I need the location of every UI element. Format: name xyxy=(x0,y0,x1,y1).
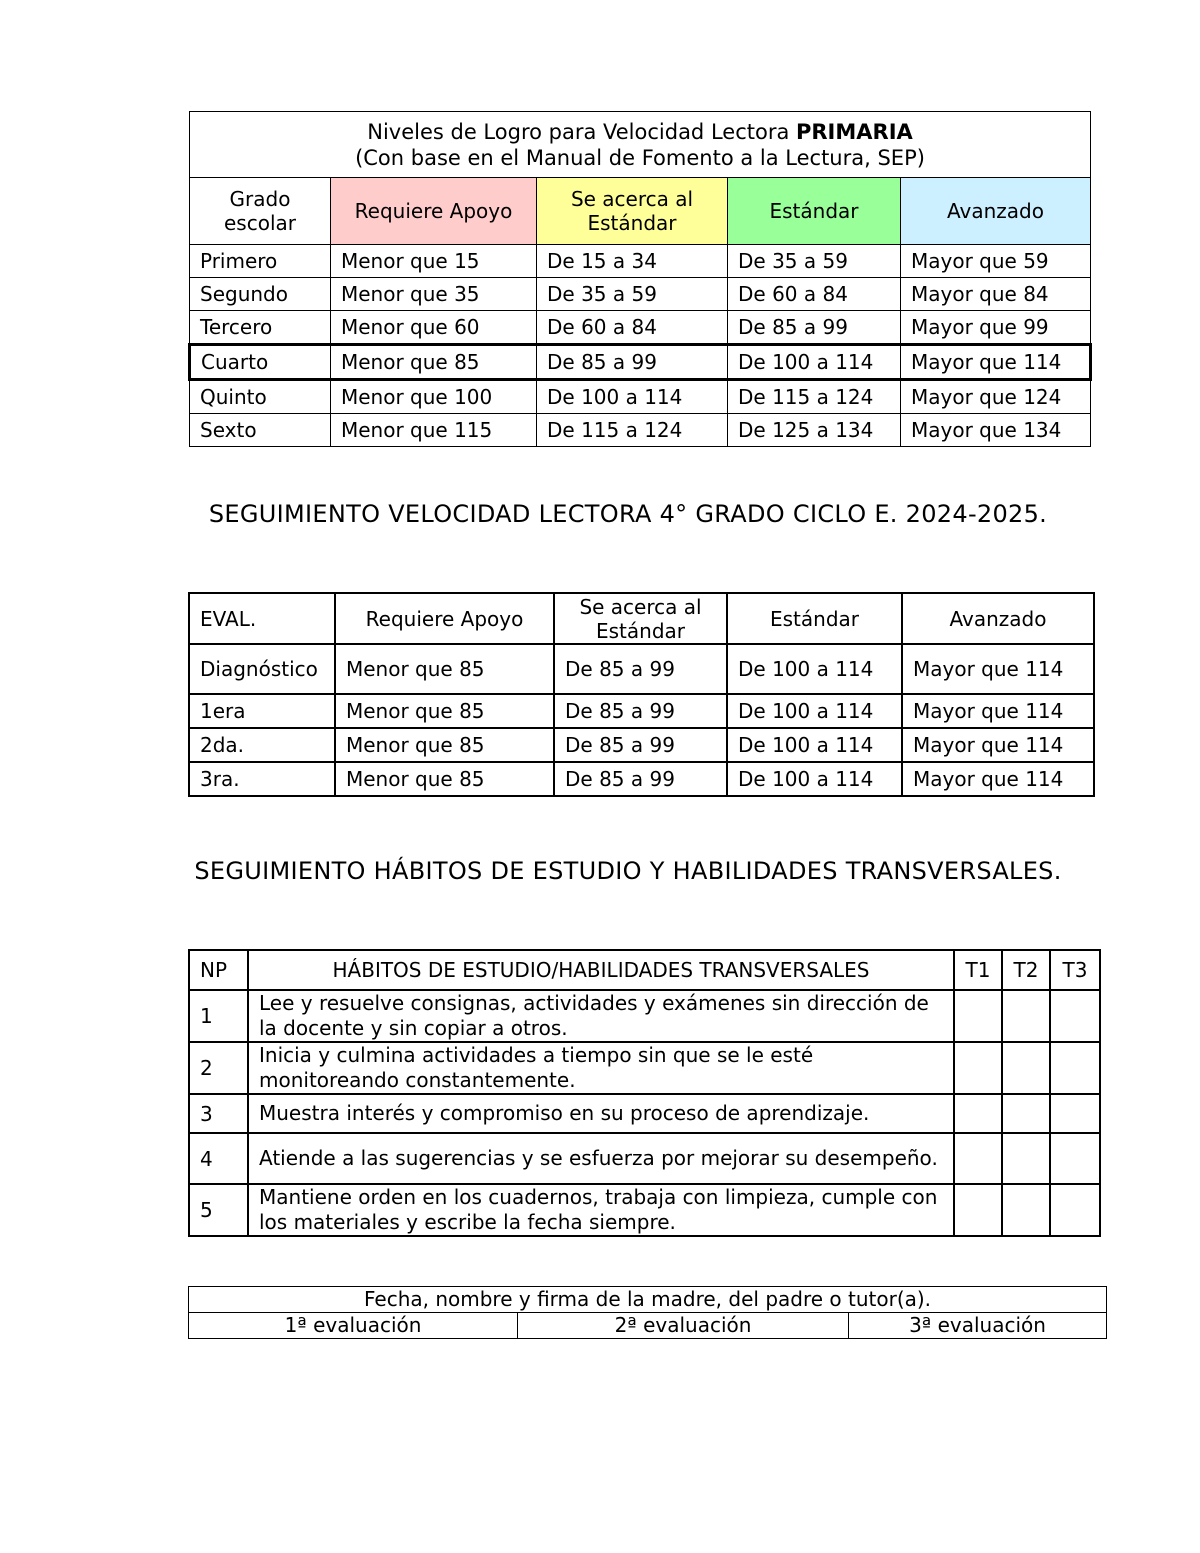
habits-header-cell: HÁBITOS DE ESTUDIO/HABILIDADES TRANSVERSALES xyxy=(248,950,954,990)
value-cell: Mayor que 99 xyxy=(901,311,1091,345)
levels-table-title xyxy=(190,112,1091,178)
tracking-table xyxy=(188,592,1095,797)
signature-eval-2: 2ª evaluación xyxy=(518,1313,849,1339)
tracking-header-cell: EVAL. xyxy=(189,593,335,644)
habits-heading: SEGUIMIENTO HÁBITOS DE ESTUDIO Y HABILIDADES TRANSVERSALES. xyxy=(194,857,1062,885)
value-cell: Mayor que 114 xyxy=(902,728,1094,762)
grade-cell: Quinto xyxy=(190,380,331,414)
np-cell: 3 xyxy=(189,1094,248,1133)
table-row xyxy=(190,311,1091,345)
value-cell: De 60 a 84 xyxy=(537,311,728,345)
habit-text: Mantiene orden en los cuadernos, trabaja con limpieza, cumple con los materiales y escribe la fecha siempre. xyxy=(248,1184,954,1236)
levels-header-cell: Estándar xyxy=(728,178,901,245)
table-row xyxy=(190,278,1091,311)
grade-cell: Cuarto xyxy=(190,345,331,380)
value-cell: De 100 a 114 xyxy=(727,694,902,728)
t2-cell[interactable] xyxy=(1002,1133,1050,1184)
value-cell: De 85 a 99 xyxy=(554,644,727,694)
value-cell: Menor que 35 xyxy=(331,278,537,311)
habits-header-row xyxy=(189,950,1100,990)
value-cell: Menor que 85 xyxy=(335,762,554,796)
habits-header-cell: T3 xyxy=(1050,950,1100,990)
value-cell: De 100 a 114 xyxy=(537,380,728,414)
value-cell: De 115 a 124 xyxy=(728,380,901,414)
table-row xyxy=(189,1042,1100,1094)
levels-title-bold: PRIMARIA xyxy=(796,119,913,144)
value-cell: De 60 a 84 xyxy=(728,278,901,311)
value-cell: De 35 a 59 xyxy=(728,245,901,278)
tracking-header-row xyxy=(189,593,1094,644)
tracking-header-cell: Se acerca al Estándar xyxy=(554,593,727,644)
value-cell: Mayor que 114 xyxy=(902,762,1094,796)
np-cell: 1 xyxy=(189,990,248,1042)
t1-cell[interactable] xyxy=(954,1042,1002,1094)
value-cell: De 100 a 114 xyxy=(727,728,902,762)
value-cell: De 85 a 99 xyxy=(728,311,901,345)
habit-text: Muestra interés y compromiso en su proceso de aprendizaje. xyxy=(248,1094,954,1133)
value-cell: De 115 a 124 xyxy=(537,414,728,447)
levels-header-cell: Avanzado xyxy=(901,178,1091,245)
levels-table xyxy=(188,111,1092,447)
eval-cell: 3ra. xyxy=(189,762,335,796)
value-cell: De 125 a 134 xyxy=(728,414,901,447)
signature-eval-1: 1ª evaluación xyxy=(189,1313,518,1339)
levels-header-row xyxy=(190,178,1091,245)
value-cell: De 35 a 59 xyxy=(537,278,728,311)
levels-header-cell: Grado escolar xyxy=(190,178,331,245)
levels-title-prefix: Niveles de Logro para Velocidad Lectora xyxy=(367,119,796,144)
habit-text: Atiende a las sugerencias y se esfuerza por mejorar su desempeño. xyxy=(248,1133,954,1184)
value-cell: Mayor que 124 xyxy=(901,380,1091,414)
signature-title: Fecha, nombre y firma de la madre, del padre o tutor(a). xyxy=(189,1287,1107,1313)
grade-cell: Sexto xyxy=(190,414,331,447)
value-cell: Mayor que 134 xyxy=(901,414,1091,447)
np-cell: 4 xyxy=(189,1133,248,1184)
tracking-header-cell: Avanzado xyxy=(902,593,1094,644)
t3-cell[interactable] xyxy=(1050,1094,1100,1133)
value-cell: Menor que 85 xyxy=(335,694,554,728)
levels-title-line2: (Con base en el Manual de Fomento a la Lectura, SEP) xyxy=(355,145,925,170)
t3-cell[interactable] xyxy=(1050,1042,1100,1094)
value-cell: Menor que 15 xyxy=(331,245,537,278)
value-cell: Mayor que 84 xyxy=(901,278,1091,311)
table-row xyxy=(190,245,1091,278)
value-cell: Mayor que 114 xyxy=(901,345,1091,380)
np-cell: 2 xyxy=(189,1042,248,1094)
value-cell: De 15 a 34 xyxy=(537,245,728,278)
t1-cell[interactable] xyxy=(954,1133,1002,1184)
t1-cell[interactable] xyxy=(954,1184,1002,1236)
value-cell: Mayor que 114 xyxy=(902,694,1094,728)
value-cell: Mayor que 59 xyxy=(901,245,1091,278)
habits-table xyxy=(188,949,1101,1237)
table-row xyxy=(190,414,1091,447)
t1-cell[interactable] xyxy=(954,1094,1002,1133)
eval-cell: Diagnóstico xyxy=(189,644,335,694)
levels-header-cell: Requiere Apoyo xyxy=(331,178,537,245)
value-cell: De 85 a 99 xyxy=(554,694,727,728)
np-cell: 5 xyxy=(189,1184,248,1236)
signature-table xyxy=(188,1286,1107,1339)
t2-cell[interactable] xyxy=(1002,1042,1050,1094)
table-row xyxy=(189,694,1094,728)
table-row xyxy=(189,762,1094,796)
t3-cell[interactable] xyxy=(1050,990,1100,1042)
signature-eval-3: 3ª evaluación xyxy=(849,1313,1107,1339)
grade-cell: Segundo xyxy=(190,278,331,311)
table-row xyxy=(190,380,1091,414)
eval-cell: 2da. xyxy=(189,728,335,762)
table-row xyxy=(189,644,1094,694)
table-row xyxy=(189,1094,1100,1133)
value-cell: De 85 a 99 xyxy=(554,762,727,796)
levels-header-cell: Se acerca al Estándar xyxy=(537,178,728,245)
habit-text: Inicia y culmina actividades a tiempo sin que se le esté monitoreando constantemente. xyxy=(248,1042,954,1094)
highlighted-row xyxy=(190,345,1091,380)
value-cell: De 85 a 99 xyxy=(554,728,727,762)
t2-cell[interactable] xyxy=(1002,1094,1050,1133)
table-row xyxy=(189,990,1100,1042)
table-row xyxy=(189,1184,1100,1236)
value-cell: De 85 a 99 xyxy=(537,345,728,380)
habit-text: Lee y resuelve consignas, actividades y exámenes sin dirección de la docente y sin copiar a otros. xyxy=(248,990,954,1042)
t3-cell[interactable] xyxy=(1050,1184,1100,1236)
t2-cell[interactable] xyxy=(1002,990,1050,1042)
habits-header-cell: NP xyxy=(189,950,248,990)
value-cell: Menor que 115 xyxy=(331,414,537,447)
value-cell: De 100 a 114 xyxy=(728,345,901,380)
tracking-header-cell: Requiere Apoyo xyxy=(335,593,554,644)
tracking-header-cell: Estándar xyxy=(727,593,902,644)
value-cell: De 100 a 114 xyxy=(727,644,902,694)
grade-cell: Tercero xyxy=(190,311,331,345)
value-cell: Menor que 60 xyxy=(331,311,537,345)
value-cell: Menor que 100 xyxy=(331,380,537,414)
value-cell: De 100 a 114 xyxy=(727,762,902,796)
habits-header-cell: T1 xyxy=(954,950,1002,990)
table-row xyxy=(189,1133,1100,1184)
table-row xyxy=(189,728,1094,762)
value-cell: Menor que 85 xyxy=(335,644,554,694)
tracking-heading: SEGUIMIENTO VELOCIDAD LECTORA 4° GRADO CICLO E. 2024-2025. xyxy=(208,500,1048,528)
value-cell: Mayor que 114 xyxy=(902,644,1094,694)
t1-cell[interactable] xyxy=(954,990,1002,1042)
grade-cell: Primero xyxy=(190,245,331,278)
value-cell: Menor que 85 xyxy=(335,728,554,762)
t2-cell[interactable] xyxy=(1002,1184,1050,1236)
habits-header-cell: T2 xyxy=(1002,950,1050,990)
value-cell: Menor que 85 xyxy=(331,345,537,380)
t3-cell[interactable] xyxy=(1050,1133,1100,1184)
eval-cell: 1era xyxy=(189,694,335,728)
